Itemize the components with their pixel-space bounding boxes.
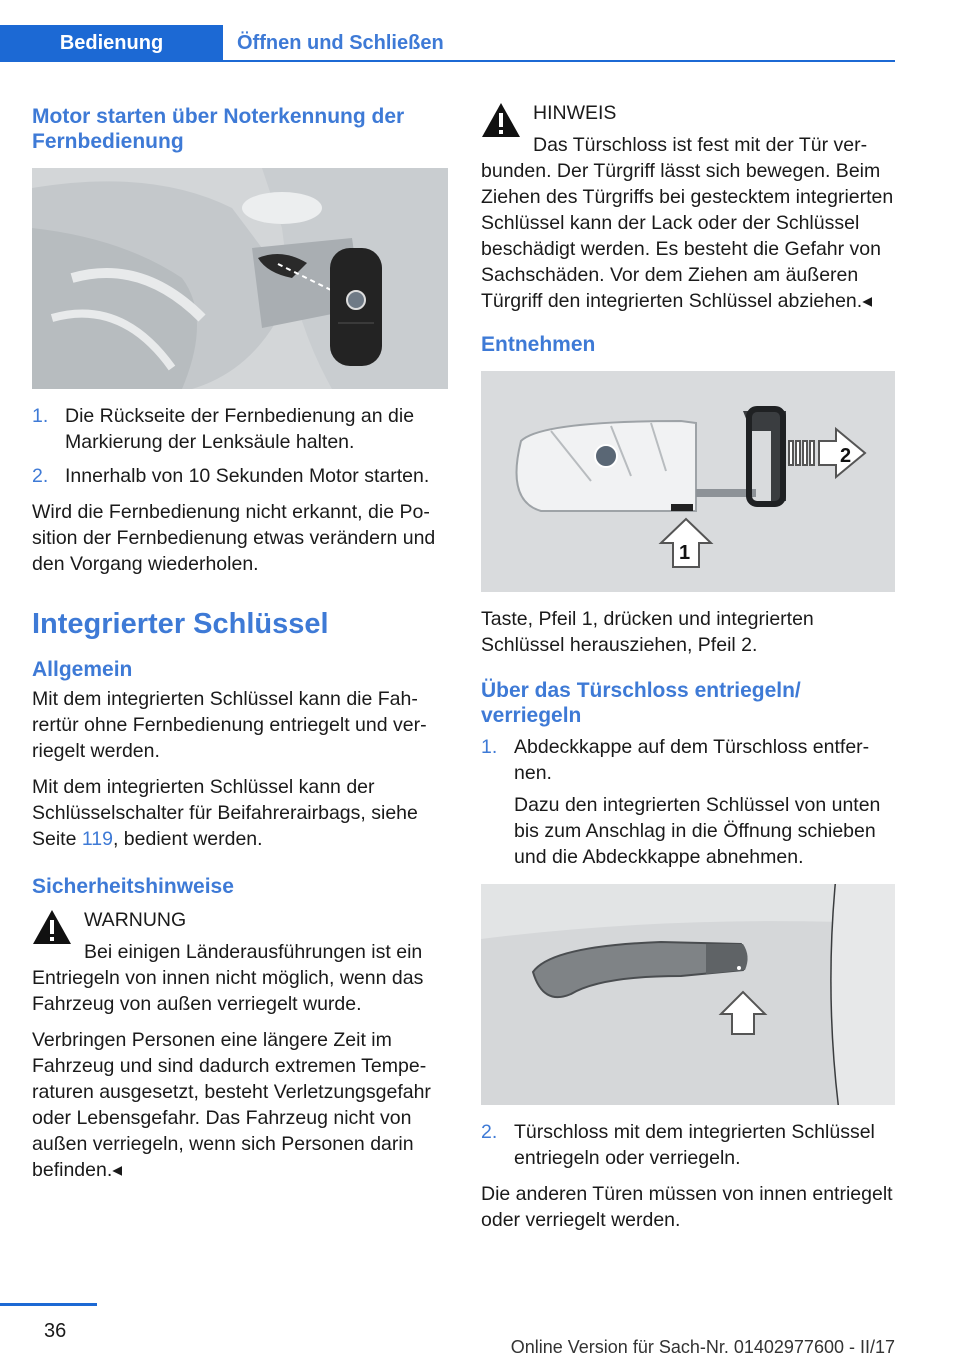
key-removal-illustration bbox=[481, 371, 895, 592]
list-item: 2. Türschloss mit dem integrierten Schlüssel entriegeln oder verriegeln. bbox=[481, 1121, 875, 1169]
general-paragraph-2: Mit dem integrierten Schlüssel kann der Schlüsselschalter für Beifahrerairbags, siehe Seite 119, bedient werden. bbox=[32, 776, 418, 850]
warning-title: WARNUNG bbox=[84, 909, 187, 931]
arrow-label-2: 2 bbox=[840, 445, 852, 467]
footer-divider bbox=[0, 1303, 97, 1306]
notice-block bbox=[481, 100, 895, 314]
motor-start-steps bbox=[32, 403, 448, 489]
page-link-119[interactable]: 119 bbox=[81, 828, 113, 850]
tab-bedienung[interactable]: Bedienung bbox=[0, 25, 223, 62]
retry-note: Wird die Fernbedienung nicht erkannt, die Position der Fernbedienung etwas verändern und den Vorgang wiederholen. bbox=[32, 501, 436, 575]
door-handle-illustration bbox=[481, 884, 895, 1105]
list-item: 1. Die Rückseite der Fernbedienung an die Markierung der Lenksäule halten. bbox=[32, 405, 415, 453]
header-divider bbox=[0, 60, 895, 62]
heading-safety: Sicherheitshinweise bbox=[32, 875, 234, 898]
page-number: 36 bbox=[44, 1320, 67, 1342]
heading-general: Allgemein bbox=[32, 658, 133, 681]
warning-block bbox=[32, 907, 448, 1017]
figure-steering-column bbox=[32, 168, 448, 389]
list-item: 1. Abdeckkappe auf dem Türschloss entfernen. Dazu den integrierten Schlüssel von unten bis zum Anschlag in die Öffnung schieben und die Abdeckkappe abnehmen. bbox=[481, 734, 895, 870]
steering-column-illustration bbox=[32, 168, 448, 389]
lock-steps-2 bbox=[481, 1119, 895, 1171]
right-column bbox=[481, 100, 895, 1243]
warning-text-1: Bei einigen Länderausführungen ist ein Entriegeln von innen nicht möglich, wenn das Fahrzeug von außen verriegelt wurde. bbox=[32, 941, 424, 1015]
general-paragraph-1: Mit dem integrierten Schlüssel kann die Fahrertür ohne Fernbedienung entriegelt und verriegelt werden. bbox=[32, 688, 427, 762]
notice-text: Das Türschloss ist fest mit der Tür verbunden. Der Türgriff lässt sich bewegen. Beim Ziehen des Türgriffs bei gestecktem integrierten Schlüssel kann der Lack oder der Schlüssel beschädigt werden. Es besteht die Gefahr von Sachschäden. Vor dem Ziehen am äußeren Türgriff den integrierten Schlüssel abziehen.◂ bbox=[481, 134, 894, 312]
figure-key-removal bbox=[481, 371, 895, 592]
figure-door-handle bbox=[481, 884, 895, 1105]
warning-triangle-icon bbox=[32, 909, 72, 945]
page-header bbox=[0, 25, 895, 62]
lock-step1-detail: Dazu den integrierten Schlüssel von unten bis zum Anschlag in die Öffnung schieben und die Abdeckkappe abnehmen. bbox=[514, 794, 881, 868]
left-column bbox=[32, 100, 448, 1193]
warning-text-2: Verbringen Personen eine längere Zeit im Fahrzeug und sind dadurch extremen Temperaturen ausgesetzt, besteht Verletzungsgefahr oder Lebensgefahr. Das Fahrzeug nicht von außen verriegeln, wenn sich Personen darin befinden.◂ bbox=[32, 1029, 431, 1181]
heading-remove: Entnehmen bbox=[481, 333, 596, 356]
tab-oeffnen-schliessen[interactable]: Öffnen und Schließen bbox=[237, 32, 444, 54]
arrow-label-1: 1 bbox=[679, 542, 691, 564]
list-item: 2. Innerhalb von 10 Sekunden Motor starten. bbox=[32, 465, 430, 487]
heading-motor-start: Motor starten über Noterkennung der Fernbedienung bbox=[32, 105, 405, 153]
notice-triangle-icon bbox=[481, 102, 521, 138]
notice-title: HINWEIS bbox=[533, 102, 617, 124]
online-version-note: Online Version für Sach-Nr. 01402977600 - II/17 bbox=[510, 1337, 895, 1357]
lock-note: Die anderen Türen müssen von innen entriegelt oder verriegelt werden. bbox=[481, 1183, 893, 1231]
heading-integrated-key: Integrierter Schlüssel bbox=[32, 608, 329, 640]
lock-steps-1 bbox=[481, 734, 895, 870]
remove-instruction: Taste, Pfeil 1, drücken und integrierten Schlüssel herausziehen, Pfeil 2. bbox=[481, 608, 814, 656]
heading-lock-unlock: Über das Türschloss entriegeln/ verriegeln bbox=[481, 679, 801, 727]
